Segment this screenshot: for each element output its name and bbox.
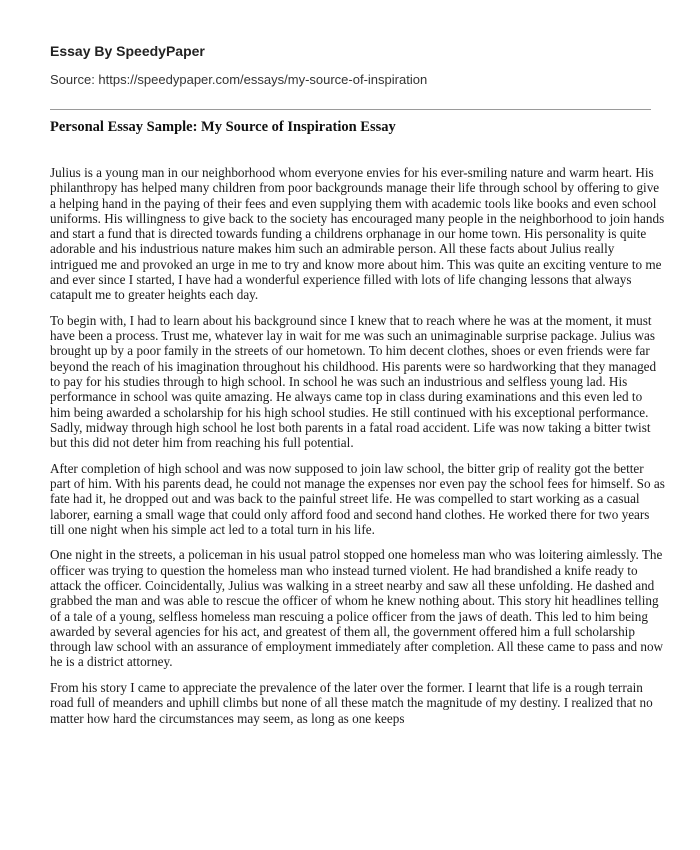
- essay-paragraph: From his story I came to appreciate the prevalence of the later over the former. I learnt that life is a rough terrain road full of meanders and uphill climbs but none of all these match the magnitude of my destiny. I realized that no matter how hard the circumstances may seem, as long as one keeps: [50, 679, 653, 726]
- essay-paragraph: To begin with, I had to learn about his background since I knew that to reach where he was at the moment, it must have been a process. Trust me, whatever lay in wait for me was such an unimaginable surprise package. Julius was brought up by a poor family in the streets of our hometown. To him decent clothes, shoes or even friends were far beyond the reach of his imagination throughout his childhood. His parents were so hardworking that they managed to pay for his studies through to high school. In school he was such an industrious and selfless young lad. His performance in school was quite amazing. He always came top in class during examinations and this even led to him being awarded a scholarship for his high school studies. He still continued with his exceptional performance. Sadly, midway through high school he lost both parents in a fatal road accident. Life was now taking a bitter twist but this did not deter him from reaching his full potential.: [50, 312, 657, 451]
- essay-title: Personal Essay Sample: My Source of Inspiration Essay: [50, 119, 396, 135]
- source-line: Source: https://speedypaper.com/essays/my-source-of-inspiration: [50, 72, 428, 87]
- header-divider: [50, 109, 651, 110]
- essay-paragraph: After completion of high school and was now supposed to join law school, the bitter grip of reality got the better part of him. With his parents dead, he could not manage the expenses nor even pay the school fees for himself. So as fate had it, he dropped out and was back to the painful street life. He was compelled to start working as a casual laborer, earning a small wage that could only afford food and second hand clothes. He worked there for two years till one night when his simple act led to a total turn in his life.: [50, 460, 665, 537]
- essay-paragraph: Julius is a young man in our neighborhood whom everyone envies for his ever-smiling nature and warm heart. His philanthropy has helped many children from poor backgrounds manage their life through school by offering to give a helping hand in the paying of their fees and even supplying them with academic tools like books and even school uniforms. His willingness to give back to the society has encouraged many people in the neighborhood to join hands and start a fund that is directed towards funding a childrens orphanage in our home town. His personality is quite adorable and his industrious nature makes him such an admirable person. All these facts about Julius really intrigued me and provoked an urge in me to try and know more about him. This was quite an exciting venture to me and ever since I started, I have had a wonderful experience filled with lots of life changing lessons that always catapult me to greater heights each day.: [50, 165, 665, 303]
- site-name: Essay By SpeedyPaper: [50, 43, 205, 59]
- essay-paragraph: One night in the streets, a policeman in his usual patrol stopped one homeless man who was loitering aimlessly. The officer was trying to question the homeless man who instead turned violent. He had brandished a knife ready to attack the officer. Coincidentally, Julius was walking in a street nearby and saw all these unfolding. He dashed and grabbed the man and was able to rescue the officer of whom he knew nothing about. This story hit headlines telling of a tale of a young, selfless homeless man rescuing a police officer from the jaws of death. This led to him being awarded by several agencies for his act, and greatest of them all, the government offered him a full scholarship through law school with an assurance of employment immediately after completion. All these came to pass and now he is a district attorney.: [50, 547, 664, 670]
- essay-body: [50, 165, 665, 736]
